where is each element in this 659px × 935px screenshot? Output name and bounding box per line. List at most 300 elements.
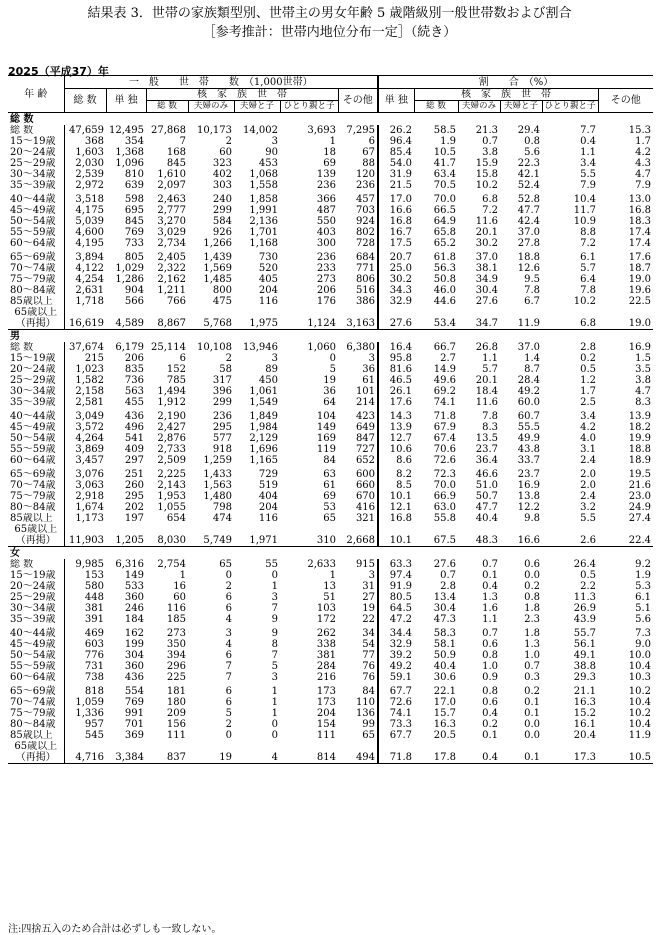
table-cell: 0.1 [524,708,541,719]
table-cell: 2,030 [75,158,104,169]
table-cell: 38.8 [573,661,597,672]
household-table [8,75,653,764]
table-cell: 800 [212,285,232,296]
table-cell: 1,286 [115,274,144,285]
table-cell: 58.3 [433,628,457,639]
footnote: 注:四捨五入のため合計は必ずしも一致しない。 [8,924,222,935]
table-cell: 8.3 [635,397,652,408]
table-cell: 1,558 [249,180,278,191]
table-cell: 13.0 [628,194,652,205]
table-cell: 16.9 [628,342,652,353]
table-cell: 19.5 [628,469,652,480]
table-cell: 2.7 [440,353,457,364]
table-cell: 8.2 [378,466,414,480]
table-cell: 74.1 [433,397,457,408]
table-cell: 6.4 [580,274,597,285]
table-cell: 4 [234,741,280,764]
table-cell: 0.6 [482,697,499,708]
table-cell: 43.8 [517,444,541,455]
table-cell: 47.7 [517,205,541,216]
table-cell: 74.1 [378,708,414,719]
table-cell: 0.7 [482,136,499,147]
table-cell: 957 [84,719,104,730]
table-cell: 381 [316,650,336,661]
row-age-label [8,191,64,205]
table-cell: 12.6 [517,263,541,274]
table-cell: 136 [355,708,376,719]
table-cell: 409 [124,444,144,455]
table-cell: 7 [225,661,232,672]
table-cell: 169 [316,433,336,444]
table-cell: 168 [166,147,186,158]
table-cell: 73.3 [378,719,414,730]
table-cell: 7 [271,650,278,661]
table-cell: 80.5 [378,592,414,603]
row-age-text: 70～74歳 [10,697,56,708]
table-cell: 295 [212,422,232,433]
table-cell: 918 [212,444,232,455]
table-cell: 110 [355,697,376,708]
table-cell: 13.9 [628,411,652,422]
row-age-text: 60～64歳 [10,672,56,683]
table-cell: 5.7 [580,263,597,274]
table-cell: 16.3 [433,719,457,730]
header-sub-single-parent: ひとり親と子 [280,101,338,113]
table-cell: 64.5 [378,603,414,614]
table-cell: 1,494 [157,386,186,397]
table-cell: 7.8 [524,285,541,296]
table-cell: 457 [355,194,376,205]
table-row [8,274,653,285]
table-row [8,353,653,364]
table-cell: 0.2 [524,581,541,592]
table-cell: 33.7 [517,455,541,466]
row-age-label [8,730,64,741]
table-cell: 58 [219,364,232,375]
table-cell: 197 [124,513,144,524]
table-cell: 19.6 [628,285,652,296]
table-row [8,444,653,455]
row-age-text: 35～39歳 [10,397,56,408]
table-cell: 204 [258,285,278,296]
row-age-label [8,364,64,375]
table-cell: 236 [355,180,376,191]
table-cell: 303 [212,180,232,191]
table-cell: 7 [271,603,278,614]
table-cell: 317 [212,375,232,386]
table-cell: 1.9 [635,570,652,581]
table-cell: 11.6 [475,397,499,408]
table-cell: 60 [173,592,186,603]
table-cell: 116 [258,513,278,524]
table-cell: 15.3 [628,125,652,136]
table-row [8,408,653,422]
table-cell: 4.0 [580,433,597,444]
table-cell: 354 [124,136,144,147]
table-cell: 563 [124,386,144,397]
row-age-label [8,524,64,547]
table-cell: 27.8 [517,238,541,249]
row-age-label [8,216,64,227]
row-age-label [8,158,64,169]
table-cell: 37.0 [475,252,499,263]
table-cell: 173 [316,686,336,697]
table-cell: 9.5 [524,274,541,285]
table-row [8,249,653,263]
table-cell: 1,211 [157,285,186,296]
table-cell: 71.8 [378,741,414,764]
table-cell: 4,122 [75,263,104,274]
table-row [8,422,653,433]
table-row [8,263,653,274]
row-age-text: 70～74歳 [10,480,56,491]
table-cell: 18.8 [517,252,541,263]
table-cell: 0.0 [524,570,541,581]
table-cell: 180 [166,697,186,708]
table-cell: 50.8 [433,274,457,285]
table-cell: 2,405 [157,252,186,263]
table-cell: 1,266 [203,238,232,249]
table-cell: 1 [329,570,336,581]
table-cell: 2,097 [157,180,186,191]
table-cell: 99 [362,719,376,730]
table-cell: 487 [316,205,336,216]
table-cell: 206 [124,353,144,364]
table-cell: 16.8 [378,513,414,524]
table-cell: 36 [323,386,336,397]
table-cell: 1.3 [482,592,499,603]
table-row [8,227,653,238]
table-cell: 2.0 [580,480,597,491]
table-cell: 2.5 [580,397,597,408]
table-cell: 273 [316,274,336,285]
table-cell: 469 [84,628,104,639]
row-age-label [8,697,64,708]
table-cell: 6 [368,136,376,147]
table-cell: 649 [355,422,376,433]
table-cell: 30.2 [475,238,499,249]
table-cell: 3,894 [75,252,104,263]
table-row [8,559,653,570]
table-cell: 262 [316,628,336,639]
table-cell: 19.0 [628,274,652,285]
table-cell: 5,039 [75,216,104,227]
table-cell: 67.7 [378,730,414,741]
table-cell: 386 [355,296,376,307]
row-age-text: 40～44歳 [10,411,56,422]
table-cell: 149 [124,570,144,581]
table-cell: 77 [362,650,376,661]
table-cell: 59.1 [378,672,414,683]
table-cell: 1,674 [75,502,104,513]
table-cell: 299 [212,397,232,408]
table-cell: 84 [362,686,376,697]
table-cell: 61 [323,480,336,491]
table-cell: 36 [362,364,376,375]
table-cell: 1,858 [249,194,278,205]
table-row [8,466,653,480]
row-age-text: 35～39歳 [10,180,56,191]
table-cell: 16.1 [573,719,597,730]
table-cell: 251 [124,469,144,480]
table-row [8,603,653,614]
row-age-note: （再掲） [15,535,56,546]
table-row [8,386,653,397]
table-cell: 0.4 [458,741,500,764]
table-cell: 2,972 [75,180,104,191]
header-sub-total: 総 数 [146,101,188,113]
table-cell: 736 [124,375,144,386]
table-cell: 8,867 [157,318,186,329]
table-cell: 18.9 [628,455,652,466]
table-cell: 0.2 [524,686,541,697]
table-cell: 1,096 [115,158,144,169]
table-cell: 3 [271,136,278,147]
table-cell: 36.4 [475,455,499,466]
table-cell: 6.8 [482,194,499,205]
table-cell: 65.2 [433,238,457,249]
table-cell: 11.9 [628,730,652,741]
row-age-text: 35～39歳 [10,614,56,625]
table-cell: 396 [212,386,232,397]
table-cell: 89 [265,364,278,375]
table-row [8,342,653,353]
table-cell: 29.4 [517,125,541,136]
table-row [8,672,653,683]
table-row [8,136,653,147]
row-age-label [8,661,64,672]
table-cell: 61.8 [433,252,457,263]
table-cell: 1 [271,708,278,719]
table-cell: 172 [316,614,336,625]
table-cell: 2,225 [157,469,186,480]
table-cell: 368 [84,136,104,147]
table-cell: 494 [338,741,378,764]
table-cell: 156 [166,719,186,730]
table-cell: 153 [84,570,104,581]
table-cell: 236 [316,252,336,263]
table-cell: 4 [225,639,232,650]
table-row [8,592,653,603]
row-age-text: 30～34歳 [10,603,56,614]
table-cell: 3,572 [75,422,104,433]
table-cell: 154 [316,719,336,730]
table-cell: 176 [316,296,336,307]
header-sub-couple-child: 夫婦と子 [234,101,280,113]
table-cell: 97.4 [378,570,414,581]
table-cell: 20.1 [475,375,499,386]
table-cell: 40.4 [475,513,499,524]
table-cell: 6.8 [580,318,597,329]
row-age-label [8,397,64,408]
table-row [8,169,653,180]
table-cell: 10.2 [628,686,652,697]
table-cell: 448 [84,592,104,603]
table-cell: 600 [355,469,376,480]
table-cell: 310 [316,535,336,546]
table-cell: 63.4 [433,169,457,180]
table-cell: 2,668 [346,535,376,546]
table-cell: 296 [166,661,186,672]
row-age-text: 15～19歳 [10,136,56,147]
row-age-label [8,719,64,730]
table-cell: 22.5 [628,296,652,307]
table-row [8,296,653,307]
table-cell: 0.1 [482,570,499,581]
table-cell: 3.8 [482,147,499,158]
table-cell: 16.8 [378,216,414,227]
table-cell: 27.4 [628,513,652,524]
table-cell: 7.7 [580,125,597,136]
header-other: その他 [338,89,378,113]
table-cell: 58.1 [433,639,457,650]
table-cell: 101 [355,386,376,397]
table-cell: 2,539 [75,169,104,180]
table-cell: 0.7 [482,559,499,570]
table-cell: 1,259 [203,455,232,466]
table-row [8,614,653,625]
table-cell: 16.4 [378,342,414,353]
row-age-text: 45～49歳 [10,422,56,433]
table-cell: 404 [258,491,278,502]
table-cell: 90 [265,147,278,158]
table-cell: 60 [219,147,232,158]
table-cell: 70.0 [433,194,457,205]
table-cell: 111 [316,730,336,741]
table-cell: 53.4 [433,318,457,329]
row-age-label [8,502,64,513]
table-cell: 173 [316,697,336,708]
row-age-label [8,639,64,650]
table-cell: 1.4 [524,353,541,364]
table-cell: 16 [173,581,186,592]
table-cell: 1,061 [249,386,278,397]
table-cell: 321 [355,513,376,524]
table-cell: 731 [84,661,104,672]
table-cell: 2,733 [157,444,186,455]
table-cell: 0.1 [524,697,541,708]
table-cell: 31 [362,581,376,592]
table-cell: 1.1 [482,353,499,364]
table-cell: 13,946 [243,342,278,353]
table-cell: 519 [258,480,278,491]
table-cell: 13.9 [378,422,414,433]
table-cell: 2 [225,581,232,592]
table-cell: 3.4 [580,411,597,422]
table-cell: 2.8 [440,581,457,592]
table-cell: 246 [124,603,144,614]
row-age-label [8,455,64,466]
row-age-label [8,625,64,639]
table-cell: 0.2 [580,353,597,364]
table-row [8,708,653,719]
table-cell: 19 [188,741,234,764]
table-cell: 10,108 [197,342,232,353]
table-cell: 27.6 [475,296,499,307]
table-cell: 37.0 [517,342,541,353]
table-cell: 15.8 [475,169,499,180]
table-cell: 17.5 [378,238,414,249]
table-cell: 598 [124,194,144,205]
table-cell: 46.0 [433,285,457,296]
table-row [8,205,653,216]
table-cell: 17.3 [542,741,598,764]
section-label: 男 [8,330,653,343]
table-cell: 21.5 [378,180,414,191]
table-cell: 5 [329,364,336,375]
row-age-text: 総 数 [10,559,34,570]
table-cell: 1,055 [157,502,186,513]
table-cell: 20.7 [378,249,414,263]
table-cell: 1,701 [249,227,278,238]
table-cell: 338 [316,639,336,650]
row-age-text: 25～29歳 [10,158,56,169]
table-cell: 0 [225,570,232,581]
table-cell: 1,971 [249,535,278,546]
table-cell: 0.6 [482,639,499,650]
table-cell: 96.4 [378,136,414,147]
table-cell: 11.9 [517,318,541,329]
table-cell: 30.2 [378,274,414,285]
table-row [8,455,653,466]
table-cell: 67.4 [433,433,457,444]
table-body [8,113,653,764]
table-cell: 10.1 [378,491,414,502]
header-general: 一 般 世 帯 数 （1,000世帯） [64,76,378,89]
row-age-text: 20～24歳 [10,364,56,375]
table-cell: 22.1 [433,686,457,697]
table-cell: 3,270 [157,216,186,227]
table-cell: 2.2 [580,581,597,592]
table-cell: 88 [362,158,376,169]
table-cell: 0.9 [482,672,499,683]
table-cell: 64 [323,397,336,408]
table-cell: 16.9 [517,480,541,491]
table-cell: 1,433 [203,469,232,480]
table-cell: 56.3 [433,263,457,274]
header-ratio-single: 単 独 [378,89,414,113]
table-cell: 3,063 [75,480,104,491]
table-cell: 436 [124,411,144,422]
table-cell: 2,918 [75,491,104,502]
table-row [8,639,653,650]
table-cell: 5.5 [580,169,597,180]
table-cell: 49.9 [517,433,541,444]
table-cell: 5.6 [635,614,652,625]
table-cell: 3,029 [157,227,186,238]
table-cell: 3,076 [75,469,104,480]
table-cell: 6.1 [635,592,652,603]
table-cell: 3 [368,570,376,581]
table-cell: 1,029 [115,263,144,274]
table-cell: 25.0 [378,263,414,274]
table-title: 結果表 3．世帯の家族類型別、世帯主の男女年齢 5 歳階級別一般世帯数および割合 [87,6,572,21]
table-cell: 13.4 [433,592,457,603]
table-cell: 2,136 [249,216,278,227]
table-cell: 12.7 [378,433,414,444]
table-cell: 1.5 [635,353,652,364]
table-row [8,683,653,697]
table-cell: 34.3 [378,285,414,296]
table-cell: 10.0 [628,650,652,661]
table-cell: 8.8 [580,227,597,238]
table-cell: 584 [212,216,232,227]
table-cell: 56.1 [573,639,597,650]
table-cell: 802 [355,227,376,238]
row-age-text: 15～19歳 [10,570,56,581]
table-cell: 66.7 [433,342,457,353]
table-cell: 10.6 [378,444,414,455]
